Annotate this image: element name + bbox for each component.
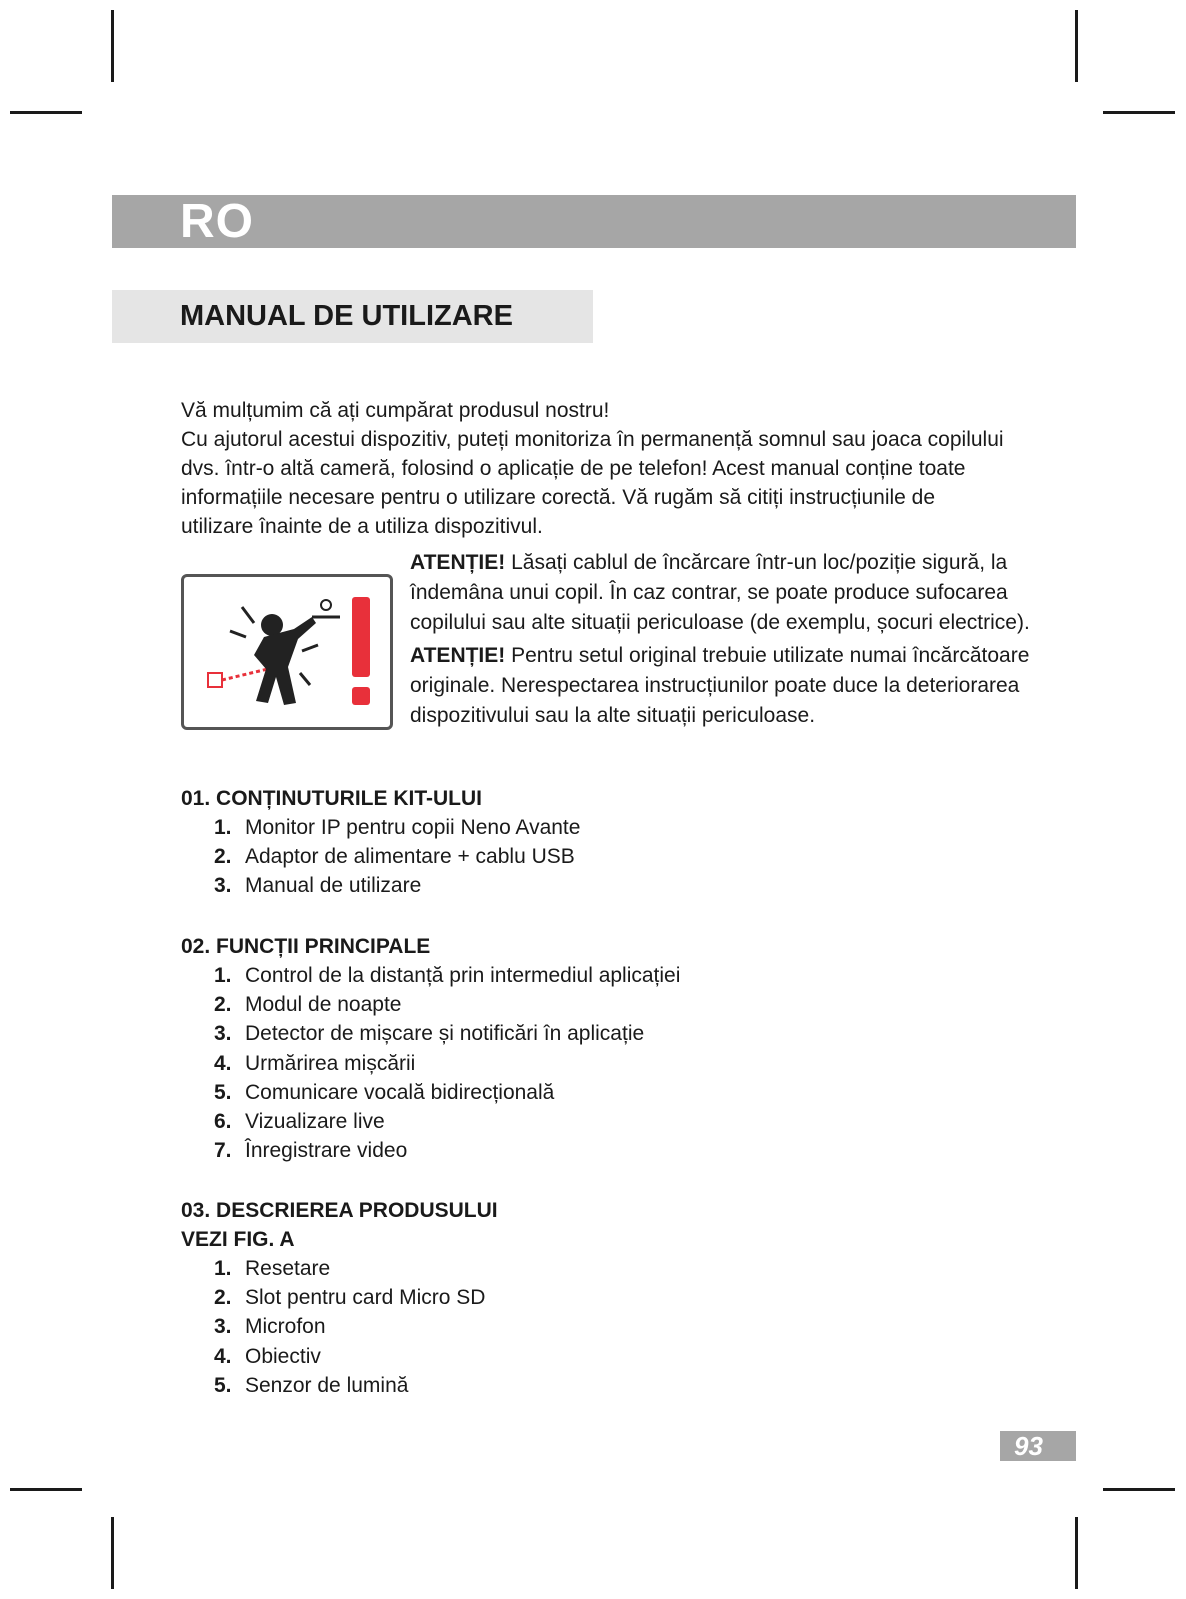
list-item: 2. Slot pentru card Micro SD (214, 1286, 486, 1310)
crop-mark (1103, 111, 1175, 114)
list-item: 2. Adaptor de alimentare + cablu USB (214, 845, 575, 869)
crop-mark (10, 111, 82, 114)
crop-mark (1103, 1488, 1175, 1491)
crop-mark (10, 1488, 82, 1491)
warning-cable (410, 548, 1070, 638)
warning-charger (410, 641, 1070, 731)
page-title: MANUAL DE UTILIZARE (180, 300, 513, 332)
description-subheading: VEZI FIG. A (181, 1228, 295, 1251)
list-item: 5. Senzor de lumină (214, 1373, 409, 1397)
warning-label: ATENȚIE! (410, 644, 506, 667)
list-item: 4. Obiectiv (214, 1344, 321, 1368)
description-list (214, 1254, 485, 1400)
intro-thanks: Vă mulțumim că ați cumpărat produsul nostru! (181, 399, 610, 422)
kit-list (214, 813, 580, 901)
crop-mark (1075, 10, 1078, 82)
warning-text: Lăsați cablul de încărcare într-un loc/poziție sigură, la îndemâna unui copil. În caz contrar, se poate produce sufocarea copilului sau alte situații periculoase (de exemplu, șocuri electrice). (410, 551, 1030, 634)
page-number: 93 (1000, 1431, 1076, 1461)
crop-mark (111, 10, 114, 82)
functions-heading: 02. FUNCȚII PRINCIPALE (181, 935, 431, 958)
warning-label: ATENȚIE! (410, 551, 506, 574)
intro-body: Cu ajutorul acestui dispozitiv, puteți monitoriza în permanență somnul sau joaca copilului dvs. într-o altă cameră, folosind o aplicație de pe telefon! Acest manual conține toate informațiile necesare pentru o utilizare corectă. Vă rugăm să citiți instrucțiunile de utilizare înainte de a utiliza dispozitivul. (181, 428, 1004, 538)
language-band (112, 195, 1076, 248)
warnings-block (410, 548, 1070, 731)
functions-list (214, 961, 680, 1165)
list-item: 7. Înregistrare video (214, 1139, 408, 1163)
crop-mark (111, 1517, 114, 1589)
crop-mark (1075, 1517, 1078, 1589)
description-heading: 03. DESCRIEREA PRODUSULUI (181, 1199, 498, 1222)
list-item: 4. Urmărirea mișcării (214, 1051, 416, 1075)
list-item: 6. Vizualizare live (214, 1110, 385, 1134)
warning-text: Pentru setul original trebuie utilizate numai încărcătoare originale. Nerespectarea instrucțiunilor poate duce la deteriorarea dispozitivului sau la alte situații periculoase. (410, 644, 1030, 727)
list-item: 1. Resetare (214, 1257, 331, 1280)
list-item: 2. Modul de noapte (214, 993, 402, 1017)
kit-heading: 01. CONȚINUTURILE KIT-ULUI (181, 787, 483, 810)
list-item: 1. Control de la distanță prin intermediul aplicației (214, 964, 681, 987)
list-item: 3. Detector de mișcare și notificări în aplicație (214, 1022, 645, 1046)
list-item: 3. Microfon (214, 1315, 326, 1339)
list-item: 5. Comunicare vocală bidirecțională (214, 1080, 555, 1104)
title-band (112, 290, 593, 343)
list-item: 1. Monitor IP pentru copii Neno Avante (214, 816, 581, 839)
language-code: RO (180, 195, 254, 248)
intro-text (181, 396, 1011, 541)
list-item: 3. Manual de utilizare (214, 874, 422, 898)
child-cable-warning-icon (181, 574, 393, 730)
